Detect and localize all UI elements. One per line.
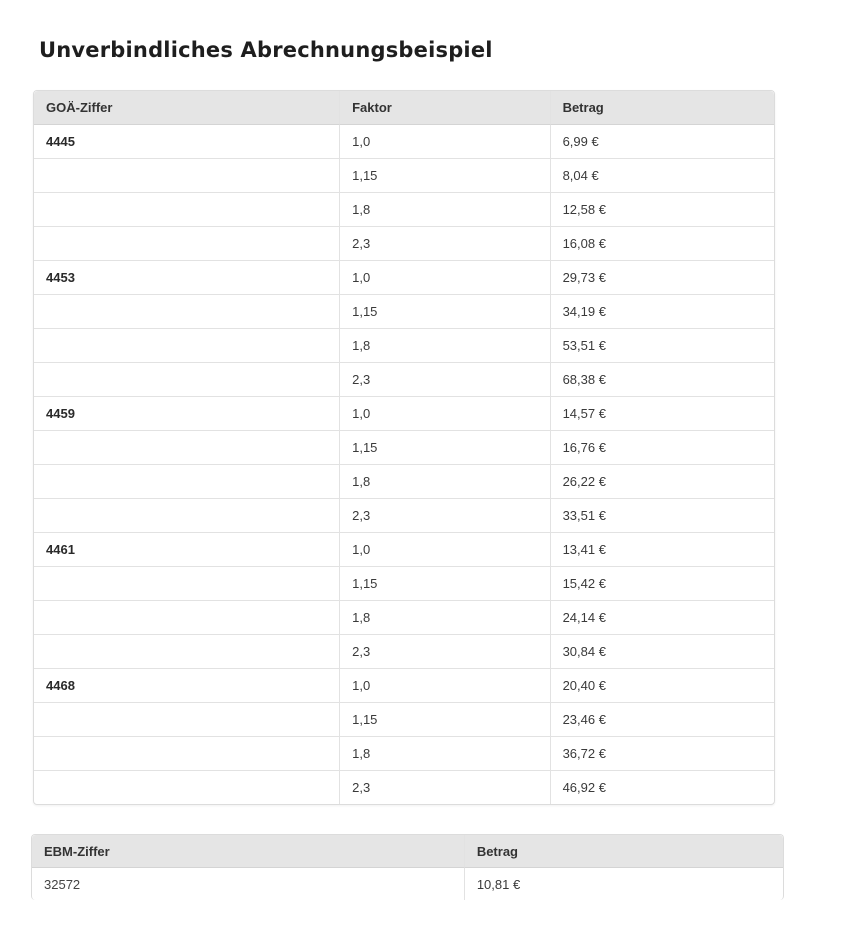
goa-code-cell: 4445 (34, 125, 339, 159)
table-row (34, 329, 774, 363)
table-row (34, 635, 774, 669)
goa-code-cell: 4461 (34, 533, 339, 567)
factor-cell: 1,15 (339, 567, 549, 601)
factor-cell: 1,8 (339, 329, 549, 363)
factor-cell: 2,3 (339, 635, 549, 669)
factor-cell: 2,3 (339, 499, 549, 533)
goa-code-cell (34, 363, 339, 397)
factor-cell: 1,0 (339, 125, 549, 159)
amount-cell: 14,57 € (550, 397, 774, 431)
factor-cell: 1,15 (339, 703, 549, 737)
table-row (34, 159, 774, 193)
table-row (34, 669, 774, 703)
column-header-factor: Faktor (339, 91, 549, 125)
goa-code-cell (34, 499, 339, 533)
table-row (34, 397, 774, 431)
table-row (34, 295, 774, 329)
goa-code-cell (34, 737, 339, 771)
table-row (34, 363, 774, 397)
amount-cell: 46,92 € (550, 771, 774, 804)
amount-cell: 24,14 € (550, 601, 774, 635)
table-row (32, 868, 783, 900)
table-header-row (32, 835, 783, 868)
goa-code-cell: 4468 (34, 669, 339, 703)
column-header-amount: Betrag (464, 835, 783, 868)
table-row (34, 261, 774, 295)
goa-code-cell (34, 703, 339, 737)
factor-cell: 1,8 (339, 465, 549, 499)
amount-cell: 29,73 € (550, 261, 774, 295)
amount-cell: 15,42 € (550, 567, 774, 601)
amount-cell: 34,19 € (550, 295, 774, 329)
column-header-amount: Betrag (550, 91, 774, 125)
amount-cell: 20,40 € (550, 669, 774, 703)
amount-cell: 33,51 € (550, 499, 774, 533)
factor-cell: 1,8 (339, 193, 549, 227)
goa-code-cell (34, 159, 339, 193)
goa-code-cell: 4453 (34, 261, 339, 295)
amount-cell: 68,38 € (550, 363, 774, 397)
factor-cell: 1,15 (339, 159, 549, 193)
goa-code-cell (34, 601, 339, 635)
amount-cell: 36,72 € (550, 737, 774, 771)
goa-billing-table (33, 90, 775, 805)
goa-code-cell: 4459 (34, 397, 339, 431)
table-row (34, 567, 774, 601)
amount-cell: 16,08 € (550, 227, 774, 261)
table-header-row (34, 91, 774, 125)
amount-cell: 10,81 € (464, 868, 783, 900)
amount-cell: 13,41 € (550, 533, 774, 567)
column-header-ebm-code: EBM-Ziffer (32, 835, 464, 868)
amount-cell: 30,84 € (550, 635, 774, 669)
factor-cell: 2,3 (339, 363, 549, 397)
factor-cell: 1,0 (339, 261, 549, 295)
factor-cell: 1,15 (339, 295, 549, 329)
goa-code-cell (34, 295, 339, 329)
table-row (34, 431, 774, 465)
goa-code-cell (34, 193, 339, 227)
goa-code-cell (34, 431, 339, 465)
goa-code-cell (34, 635, 339, 669)
amount-cell: 23,46 € (550, 703, 774, 737)
table-row (34, 771, 774, 804)
factor-cell: 2,3 (339, 227, 549, 261)
goa-code-cell (34, 567, 339, 601)
amount-cell: 53,51 € (550, 329, 774, 363)
factor-cell: 1,0 (339, 397, 549, 431)
table-row (34, 193, 774, 227)
table-row (34, 737, 774, 771)
factor-cell: 1,0 (339, 533, 549, 567)
table-row (34, 125, 774, 159)
factor-cell: 1,0 (339, 669, 549, 703)
goa-code-cell (34, 771, 339, 804)
ebm-billing-table (31, 834, 784, 900)
amount-cell: 8,04 € (550, 159, 774, 193)
factor-cell: 1,15 (339, 431, 549, 465)
table-row (34, 465, 774, 499)
amount-cell: 26,22 € (550, 465, 774, 499)
table-row (34, 227, 774, 261)
table-row (34, 703, 774, 737)
goa-code-cell (34, 227, 339, 261)
amount-cell: 16,76 € (550, 431, 774, 465)
amount-cell: 12,58 € (550, 193, 774, 227)
table-row (34, 499, 774, 533)
table-row (34, 601, 774, 635)
goa-code-cell (34, 465, 339, 499)
column-header-goa-code: GOÄ-Ziffer (34, 91, 339, 125)
ebm-code-cell: 32572 (44, 876, 81, 892)
factor-cell: 1,8 (339, 601, 549, 635)
amount-cell: 6,99 € (550, 125, 774, 159)
page-title: Unverbindliches Abrechnungsbeispiel (39, 38, 493, 62)
goa-code-cell (34, 329, 339, 363)
factor-cell: 1,8 (339, 737, 549, 771)
table-row (34, 533, 774, 567)
factor-cell: 2,3 (339, 771, 549, 804)
